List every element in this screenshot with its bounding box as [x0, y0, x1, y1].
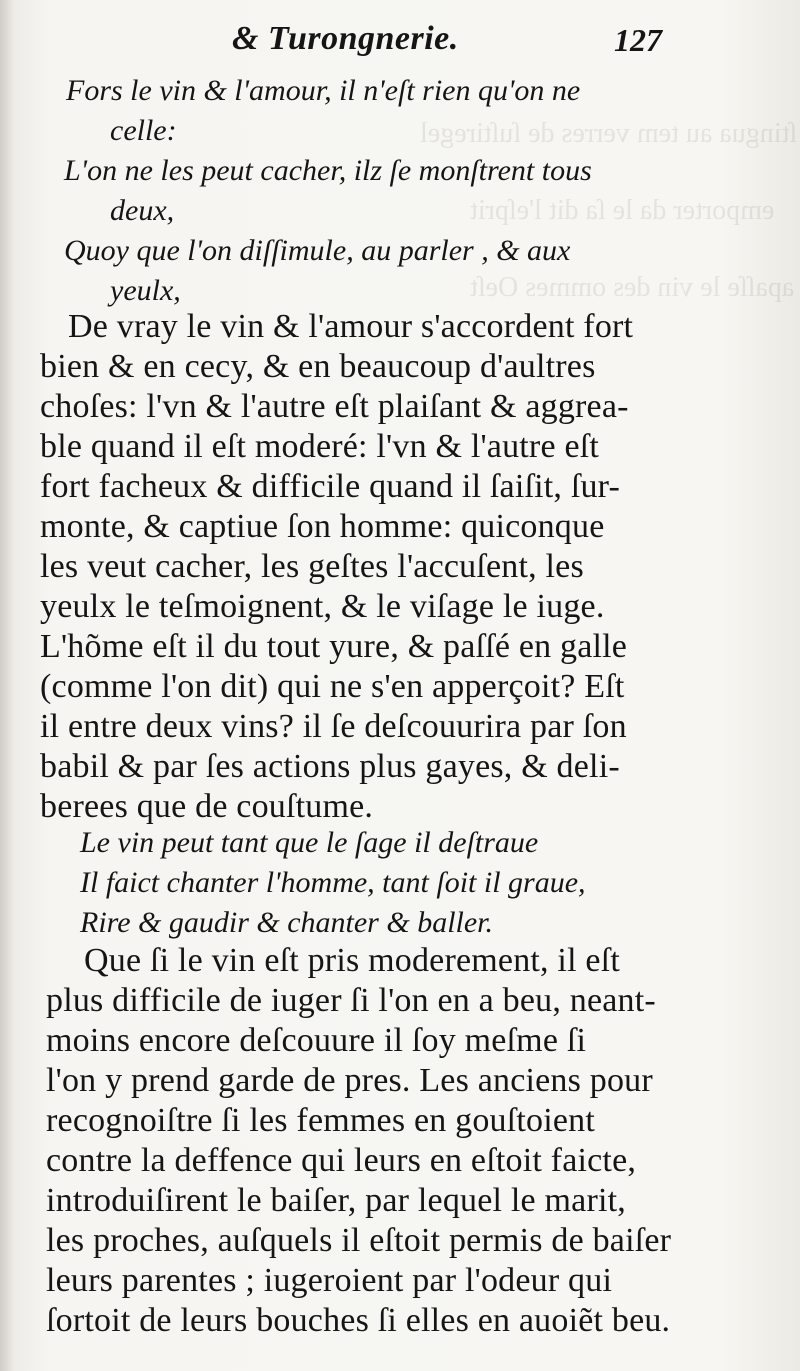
text-line: recognoiſtre ſi les femmes en gouſtoient — [46, 1102, 596, 1139]
text-line: babil & par ſes actions plus gayes, & deli- — [40, 748, 620, 785]
text-line: choſes: l'vn & l'autre eſt plaiſant & aggrea- — [40, 388, 629, 425]
verse-line: L'on ne les peut cacher, ilz ſe monſtrent tous — [64, 154, 592, 187]
text-line: yeulx le teſmoignent, & le viſage le iuge. — [40, 588, 605, 625]
running-head: & Turongnerie. — [232, 20, 459, 57]
text-line: les proches, auſquels il eſtoit permis de baiſer — [46, 1222, 672, 1259]
text-line: De vray le vin & l'amour s'accordent fort — [68, 308, 634, 345]
text-line: introduiſirent le baiſer, par lequel le marit, — [46, 1182, 626, 1219]
text-line: L'hõme eſt il du tout yure, & paſſé en galle — [40, 628, 628, 665]
verse-line: deux, — [110, 194, 175, 227]
text-line: l'on y prend garde de pres. Les anciens pour — [46, 1062, 653, 1099]
text-line: contre la deffence qui leurs en eſtoit faicte, — [46, 1142, 637, 1179]
text-line: moins encore deſcouure il ſoy meſme ſi — [46, 1022, 587, 1059]
text-line: fort facheux & difficile quand il ſaiſit, ſur- — [40, 468, 621, 505]
verse-line: yeulx, — [110, 274, 181, 307]
text-line: il entre deux vins? il ſe deſcouurira par ſon — [40, 708, 627, 745]
text-line: ſortoit de leurs bouches ſi elles en auoiẽt beu. — [46, 1302, 671, 1339]
text-line: (comme l'on dit) qui ne s'en apperçoit? Eſt — [40, 668, 625, 705]
text-line: Que ſi le vin eſt pris moderement, il eſt — [84, 942, 621, 979]
text-line: leurs parentes ; iugeroient par l'odeur qui — [46, 1262, 613, 1299]
verse-line: celle: — [110, 114, 177, 147]
verse-line: Fors le vin & l'amour, il n'eſt rien qu'on ne — [66, 74, 581, 107]
text-line: ble quand il eſt moderé: l'vn & l'autre eſt — [40, 428, 600, 465]
verse-line: Quoy que l'on diſſimule, au parler , & aux — [64, 234, 571, 267]
bleed-through: apaſſe le vin des ommes Oeſt — [470, 272, 795, 303]
verse-line: Rire & gaudir & chanter & baller. — [80, 906, 494, 939]
text-line: berees que de couſtume. — [40, 788, 374, 825]
text-line: plus difficile de iuger ſi l'on en a beu, neant- — [46, 982, 656, 1019]
page-number: 127 — [614, 22, 662, 58]
page-header — [0, 14, 800, 70]
verse-line: Il faict chanter l'homme, tant ſoit il graue, — [80, 866, 586, 899]
verse-line: Le vin peut tant que le ſage il deſtraue — [80, 826, 539, 859]
text-line: monte, & captiue ſon homme: quiconque — [40, 508, 605, 545]
text-line: bien & en cecy, & en beaucoup d'aultres — [40, 348, 596, 385]
gutter-shadow — [0, 0, 14, 1371]
bleed-through: emporter da le ſa dit l'eſprit — [470, 195, 775, 226]
text-line: les veut cacher, les geſtes l'accuſent, les — [40, 548, 584, 585]
bleed-through: ſtingua au tem verres de ſuſtiregel — [420, 118, 798, 149]
